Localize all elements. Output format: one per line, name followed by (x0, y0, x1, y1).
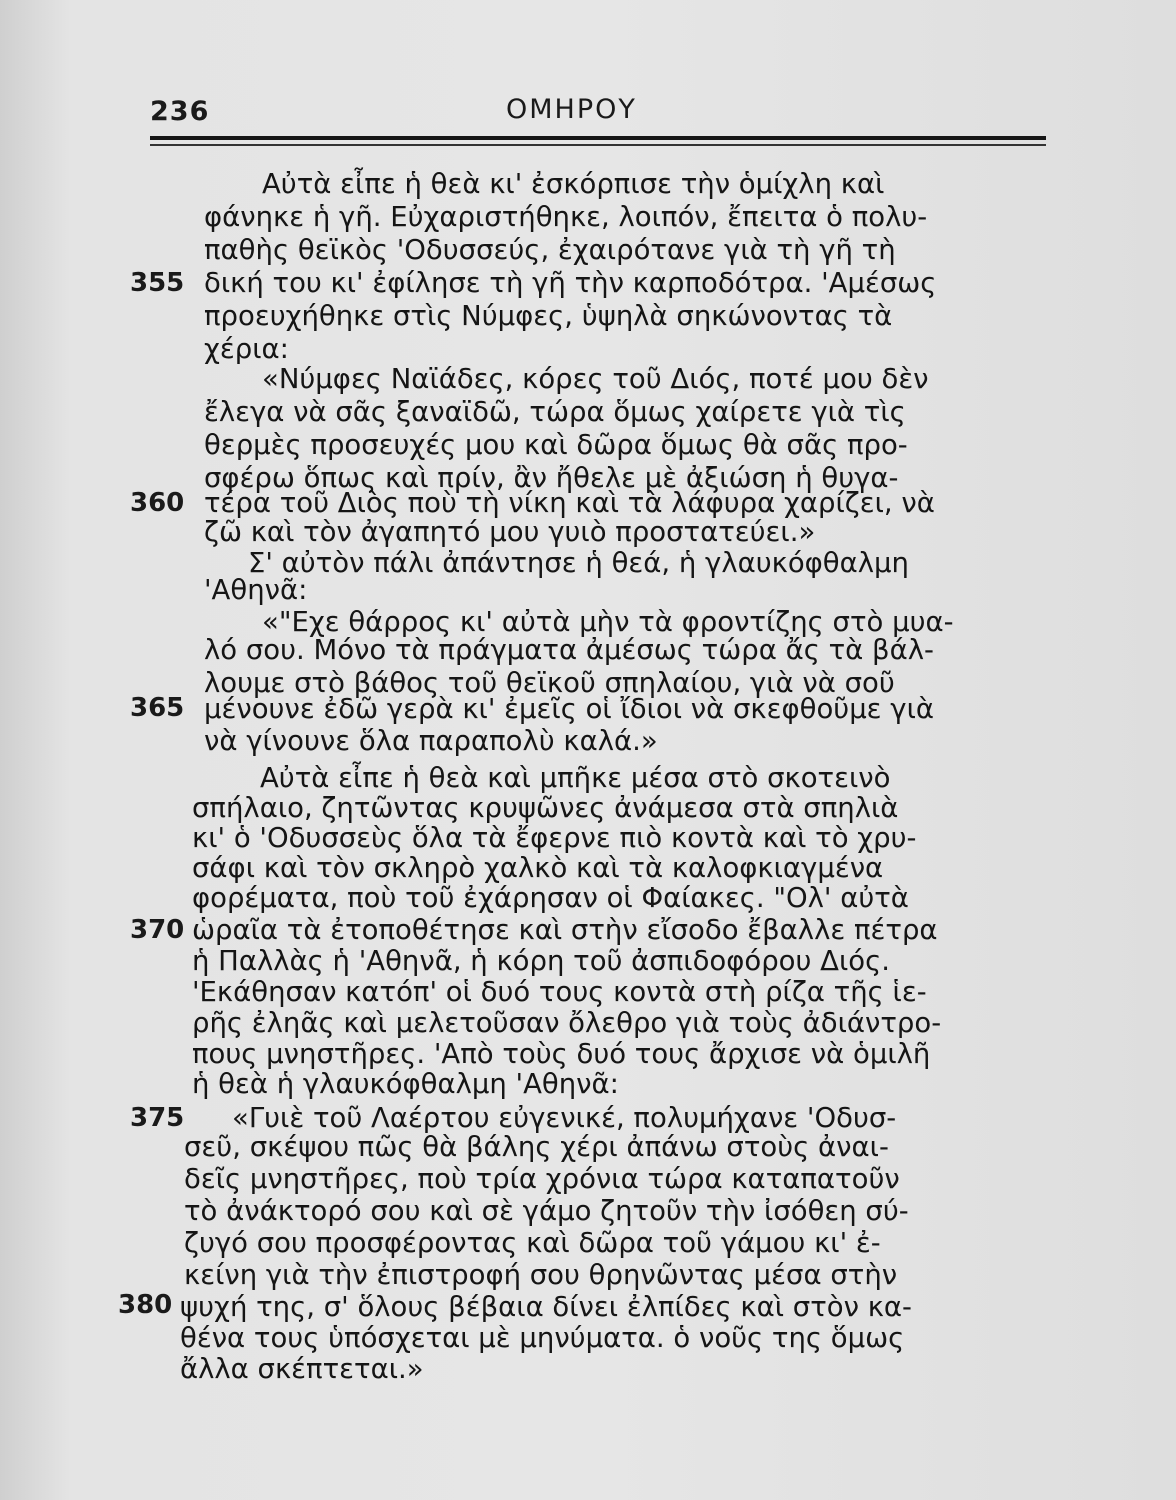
line-number: 380 (118, 1290, 173, 1320)
text-line: πους μνηστῆρες. 'Απὸ τοὺς δυό τους ἄρχισε νὰ ὁμιλῆ (192, 1038, 931, 1070)
text-line: ἡ Παλλὰς ἡ 'Αθηνᾶ, ἡ κόρη τοῦ ἀσπιδοφόρου Διός. (192, 945, 890, 977)
text-line: λό σου. Μόνο τὰ πράγματα ἀμέσως τώρα ἄς τὰ βάλ- (204, 634, 934, 666)
text-line: σπήλαιο, ζητῶντας κρυψῶνες ἀνάμεσα στὰ σπηλιὰ (192, 792, 899, 824)
text-line: μένουνε ἐδῶ γερὰ κι' ἐμεῖς οἱ ἴδιοι νὰ σκεφθοῦμε γιὰ (204, 693, 934, 725)
text-line: θένα τους ὑπόσχεται μὲ μηνύματα. ὁ νοῦς της ὅμως (180, 1322, 905, 1354)
text-line: δεῖς μνηστῆρες, ποὺ τρία χρόνια τώρα καταπατοῦν (184, 1163, 900, 1195)
text-line: κι' ὁ 'Οδυσσεὺς ὅλα τὰ ἔφερνε πιὸ κοντὰ καὶ τὸ χρυ- (192, 822, 917, 854)
text-line: δική του κι' ἐφίλησε τὴ γῆ τὴν καρποδότρα. 'Αμέσως (204, 267, 937, 299)
running-title: ΟΜΗΡΟΥ (506, 94, 637, 125)
line-number: 355 (130, 268, 185, 298)
header-rule-thin (150, 144, 1046, 146)
text-line: ρῆς ἐληᾶς καὶ μελετοῦσαν ὄλεθρο γιὰ τοὺς ἀδιάντρο- (192, 1007, 942, 1039)
header-rule (150, 136, 1046, 140)
line-number: 375 (130, 1103, 185, 1133)
text-line: σάφι καὶ τὸν σκληρὸ χαλκὸ καὶ τὰ καλοφκιαγμένα (192, 852, 884, 884)
text-line: προευχήθηκε στὶς Νύμφες, ὑψηλὰ σηκώνοντας τὰ (204, 300, 893, 332)
text-line: θερμὲς προσευχές μου καὶ δῶρα ὅμως θὰ σᾶς προ- (204, 429, 908, 461)
text-line: φάνηκε ἡ γῆ. Εὐχαριστήθηκε, λοιπόν, ἔπειτα ὁ πολυ- (204, 201, 928, 233)
text-line: «Νύμφες Ναϊάδες, κόρες τοῦ Διός, ποτέ μου δὲν (262, 363, 929, 395)
line-number: 360 (130, 488, 185, 518)
text-line: 'Εκάθησαν κατόπ' οἱ δυό τους κοντὰ στὴ ρίζα τῆς ἱε- (192, 976, 927, 1008)
text-line: κείνη γιὰ τὴν ἐπιστροφή σου θρηνῶντας μέσα στὴν (184, 1259, 898, 1291)
text-line: 'Αθηνᾶ: (204, 574, 308, 606)
line-number: 370 (130, 915, 185, 945)
page-number: 236 (150, 96, 210, 127)
page-header (150, 92, 1050, 132)
text-line: σφέρω ὅπως καὶ πρίν, ἂν ἤθελε μὲ ἀξιώση ἡ θυγα- (204, 462, 899, 494)
text-line: Σ' αὐτὸν πάλι ἀπάντησε ἡ θεά, ἡ γλαυκόφθαλμη (248, 547, 909, 579)
text-line: νὰ γίνουνε ὅλα παραπολὺ καλά.» (204, 725, 658, 757)
text-line: ὡραῖα τὰ ἐτοποθέτησε καὶ στὴν εἴσοδο ἔβαλλε πέτρα (192, 914, 938, 946)
text-line: τὸ ἀνάκτορό σου καὶ σὲ γάμο ζητοῦν τὴν ἰσόθεη σύ- (184, 1195, 909, 1227)
text-line: φορέματα, ποὺ τοῦ ἐχάρησαν οἱ Φαίακες. "Ολ' αὐτὰ (192, 882, 909, 914)
text-line: λουμε στὸ βάθος τοῦ θεϊκοῦ σπηλαίου, γιὰ νὰ σοῦ (204, 667, 895, 699)
text-line: ἡ θεὰ ἡ γλαυκόφθαλμη 'Αθηνᾶ: (192, 1068, 619, 1100)
text-line: ἄλλα σκέπτεται.» (180, 1353, 424, 1385)
text-line: ψυχή της, σ' ὅλους βέβαια δίνει ἐλπίδες καὶ στὸν κα- (180, 1291, 912, 1323)
text-line: σεῦ, σκέψου πῶς θὰ βάλης χέρι ἀπάνω στοὺς ἀναι- (184, 1131, 889, 1163)
text-line: ἔλεγα νὰ σᾶς ξαναϊδῶ, τώρα ὅμως χαίρετε γιὰ τὶς (204, 396, 906, 428)
text-line: Αὐτὰ εἶπε ἡ θεὰ καὶ μπῆκε μέσα στὸ σκοτεινὸ (260, 762, 891, 794)
text-line: ζυγό σου προσφέροντας καὶ δῶρα τοῦ γάμου κι' ἐ- (184, 1227, 881, 1259)
text-line: «"Εχε θάρρος κι' αὐτὰ μὴν τὰ φροντίζης στὸ μυα- (262, 606, 954, 638)
line-number: 365 (130, 693, 185, 723)
text-line: χέρια: (204, 333, 289, 365)
text-line: παθὴς θεϊκὸς 'Οδυσσεύς, ἐχαιρότανε γιὰ τὴ γῆ τὴ (204, 234, 896, 266)
text-line: τέρα τοῦ Διὸς ποὺ τὴ νίκη καὶ τὰ λάφυρα χαρίζει, νὰ (204, 487, 935, 519)
text-line: Αὐτὰ εἶπε ἡ θεὰ κι' ἐσκόρπισε τὴν ὁμίχλη καὶ (262, 168, 885, 200)
text-line: «Γυιὲ τοῦ Λαέρτου εὐγενικέ, πολυμήχανε 'Οδυσ- (232, 1102, 897, 1134)
text-line: ζῶ καὶ τὸν ἀγαπητό μου γυιὸ προστατεύει.» (204, 516, 816, 548)
